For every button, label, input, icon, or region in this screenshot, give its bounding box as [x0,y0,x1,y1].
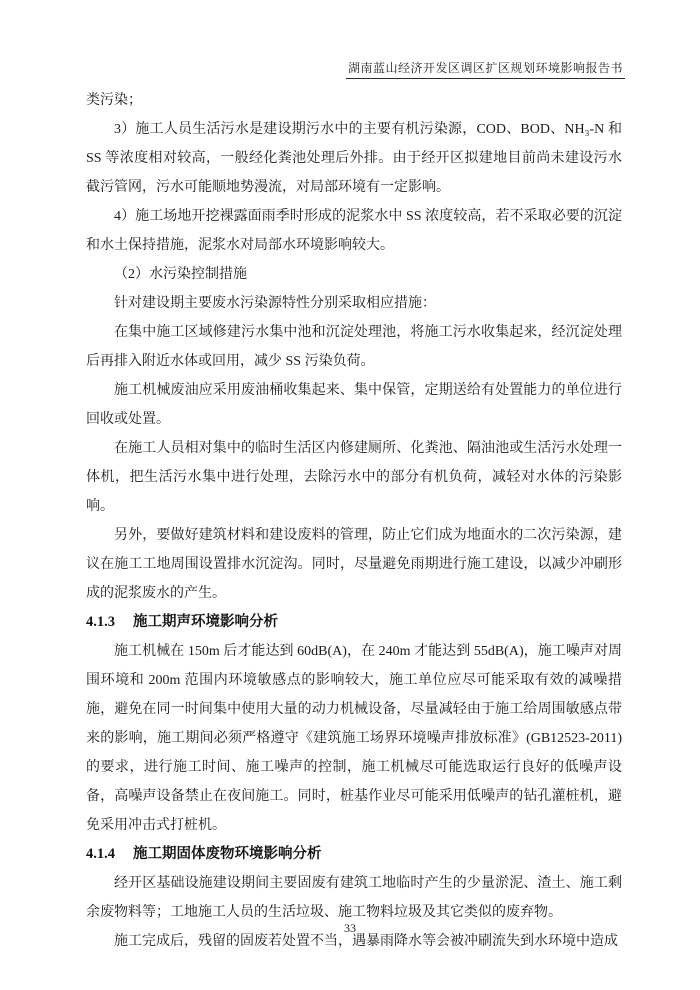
paragraph: 施工机械在 150m 后才能达到 60dB(A)，在 240m 才能达到 55dB(A)，施工噪声对周围环境和 200m 范围内环境敏感点的影响较大，施工单位应尽可能采取有效的减噪措施，避免在同一时间集中使用大量的动力机械设备，尽量减轻由于施工给周围敏感点带来的影响，施工期间必须严格遵守《建筑施工场界环境噪声排放标准》(GB12523-2011)的要求，进行施工时间、施工噪声的控制，施工机械尽可能选取运行良好的低噪声设备，高噪声设备禁止在夜间施工。同时，桩基作业尽可能采用低噪声的钻孔灌桩机，避免采用冲击式打桩机。 [86,644,622,833]
section-title: 施工期声环境影响分析 [133,614,278,630]
paragraph: （2）水污染控制措施 [114,267,247,282]
section-heading [86,608,622,637]
section-number: 4.1.3 [86,614,115,630]
section-heading [86,840,622,869]
paragraph: 在集中施工区域修建污水集中池和沉淀处理池，将施工污水收集起来，经沉淀处理后再排入附近水体或回用，减少 SS 污染负荷。 [86,325,622,369]
paragraph: 施工机械废油应采用废油桶收集起来、集中保管，定期送给有处置能力的单位进行回收或处置。 [86,383,622,427]
paragraph: 另外，要做好建筑材料和建设废料的管理，防止它们成为地面水的二次污染源，建议在施工工地周围设置排水沉淀沟。同时，尽量避免雨期进行施工建设，以减少冲刷形成的泥浆废水的产生。 [86,528,622,601]
page-header [0,59,625,79]
paragraph: 在施工人员相对集中的临时生活区内修建厕所、化粪池、隔油池或生活污水处理一体机，把生活污水集中进行处理，去除污水中的部分有机负荷，减轻对水体的污染影响。 [86,441,622,514]
paragraph: 经开区基础设施建设期间主要固废有建筑工地临时产生的少量淤泥、渣土、施工剩余废物料等；工地施工人员的生活垃圾、施工物料垃圾及其它类似的废弃物。 [86,876,622,920]
page-footer [0,921,700,936]
continuation-line: 类污染； [86,93,142,108]
paragraph: 4）施工场地开挖裸露面雨季时形成的泥浆水中 SS 浓度较高，若不采取必要的沉淀和水土保持措施，泥浆水对局部水环境影响较大。 [86,209,622,253]
page-number: 33 [344,921,356,935]
paragraph: 施工完成后，残留的固废若处置不当，遇暴雨降水等会被冲刷流失到水环境中造成 [114,934,618,949]
header-title: 湖南蓝山经济开发区调区扩区规划环境影响报告书 [346,59,625,79]
section-number: 4.1.4 [86,846,115,862]
paragraph: 3）施工人员生活污水是建设期污水中的主要有机污染源，COD、BOD、NH₃-N 和 SS 等浓度相对较高，一般经化粪池处理后外排。由于经开区拟建地目前尚未建设污水截污管网，污水可能顺地势漫流，对局部环境有一定影响。 [86,122,622,195]
section-title: 施工期固体废物环境影响分析 [133,846,322,862]
document-body [86,86,622,956]
paragraph: 针对建设期主要废水污染源特性分别采取相应措施： [114,296,436,311]
